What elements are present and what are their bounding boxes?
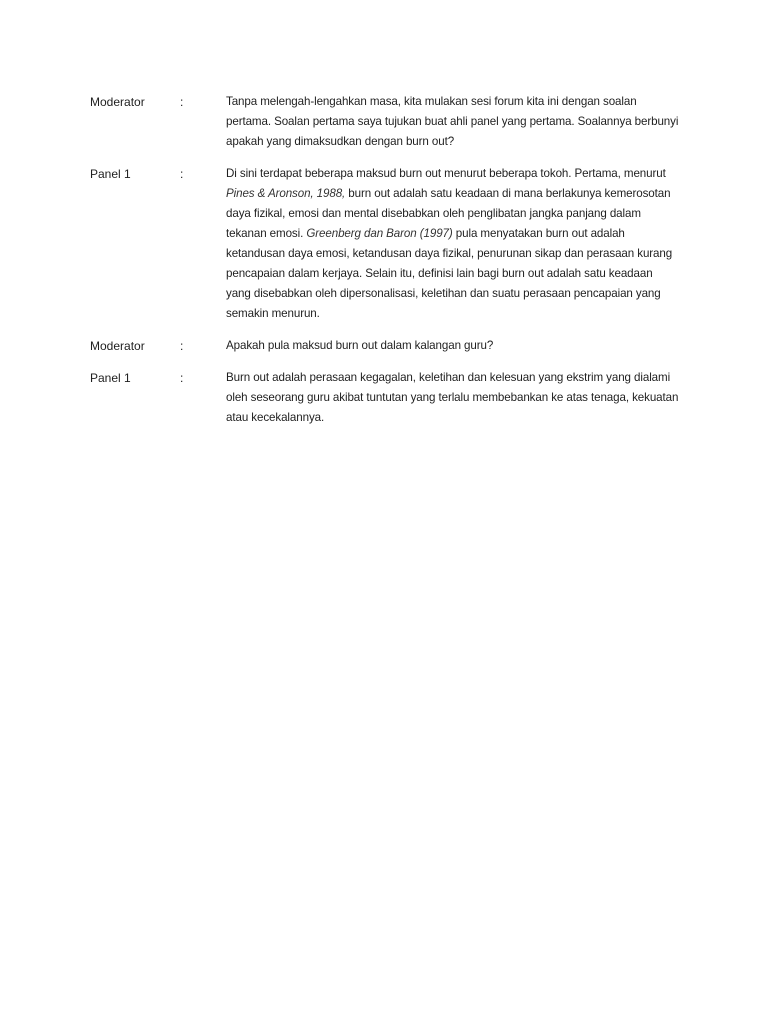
speaker-label: Moderator [90, 95, 145, 109]
speaker-label: Panel 1 [90, 371, 131, 385]
forum-dialogue [90, 92, 680, 440]
citation-greenberg-baron: Greenberg dan Baron (1997) [306, 227, 453, 240]
dialogue-entry-panel-2 [90, 368, 680, 428]
dialogue-entry-moderator-1 [90, 92, 680, 152]
dialogue-text [226, 92, 680, 152]
speaker-colon: : [180, 371, 184, 385]
text-segment: pula menyatakan burn out adalah ketandusan daya emosi, ketandusan daya fizikal, penurunan sikap dan perasaan kurang pencapaian dalam kerjaya. Selain itu, definisi lain bagi burn out adalah satu keadaan yang disebabkan oleh dipersonalisasi, keletihan dan suatu perasaan pencapaian yang semakin menurun. [226, 227, 673, 320]
text-segment: burn out adalah satu keadaan di mana berlakunya kemerosotan daya fizikal, emosi dan mental disebabkan oleh penglibatan jangka panjang dalam tekanan emosi. [226, 187, 671, 240]
text-segment: Apakah pula maksud burn out dalam kalangan guru? [226, 339, 494, 352]
dialogue-text [226, 336, 680, 356]
text-segment: Tanpa melengah-lengahkan masa, kita mulakan sesi forum kita ini dengan soalan pertama. Soalan pertama saya tujukan buat ahli panel yang pertama. Soalannya berbunyi apakah yang dimaksudkan dengan burn out? [226, 95, 679, 148]
speaker-label: Panel 1 [90, 167, 131, 181]
speaker-colon: : [180, 339, 184, 353]
dialogue-entry-moderator-2 [90, 336, 680, 356]
dialogue-text [226, 368, 680, 428]
text-segment: Burn out adalah perasaan kegagalan, keletihan dan kelesuan yang ekstrim yang dialami oleh seseorang guru akibat tuntutan yang terlalu membebankan ke atas tenaga, kekuatan atau kecekalannya. [226, 371, 679, 424]
dialogue-text [226, 164, 680, 324]
dialogue-entry-panel-1 [90, 164, 680, 324]
speaker-label: Moderator [90, 339, 145, 353]
citation-pines-aronson: Pines & Aronson, 1988, [226, 187, 346, 200]
speaker-colon: : [180, 167, 184, 181]
speaker-colon: : [180, 95, 184, 109]
text-segment: Di sini terdapat beberapa maksud burn out menurut beberapa tokoh. Pertama, menurut [226, 167, 666, 180]
